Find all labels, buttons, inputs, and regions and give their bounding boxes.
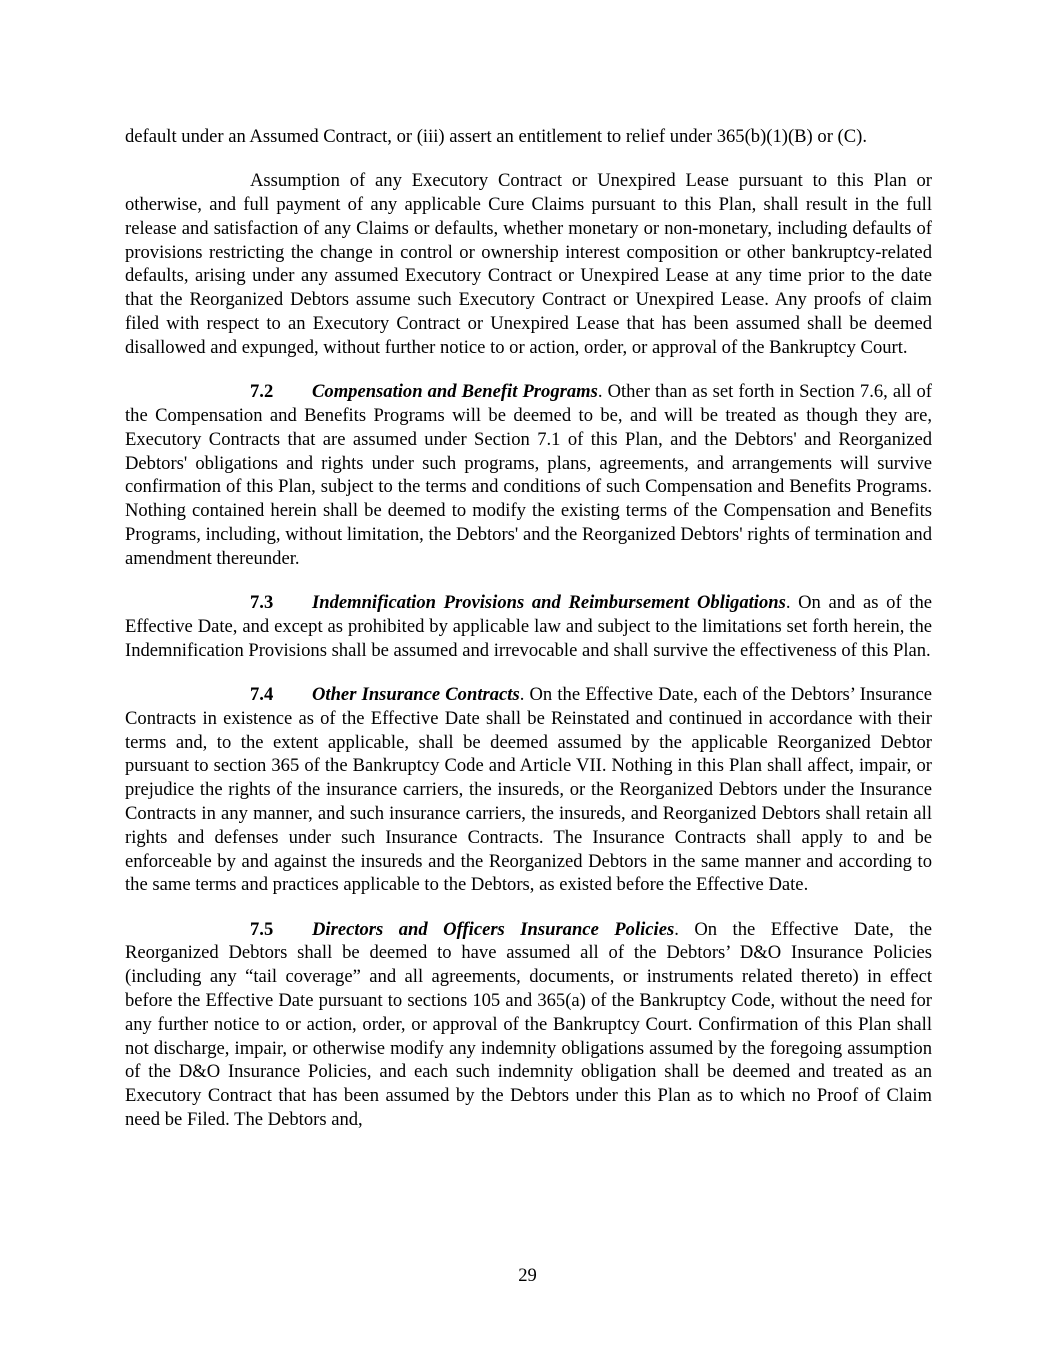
section-7-5 [125, 918, 932, 1132]
section-title: Directors and Officers Insurance Policies [312, 918, 675, 940]
document-page [125, 125, 932, 1152]
section-7-4 [125, 683, 932, 897]
section-7-2 [125, 380, 932, 570]
paragraph-continuation: default under an Assumed Contract, or (iii) assert an entitlement to relief under 365(b)(1)(B) or (C). [125, 126, 867, 147]
section-7-3 [125, 591, 932, 662]
section-body: . On and as of the Effective Date, and except as prohibited by applicable law and subject to the limitations set forth herein, the Indemnification Provisions shall be assumed and irrevocable and shall survive the effectiveness of this Plan. [125, 592, 933, 661]
section-number: 7.5 [250, 918, 274, 940]
section-number: 7.3 [250, 592, 274, 614]
section-title: Indemnification Provisions and Reimbursement Obligations [312, 592, 786, 614]
page-number: 29 [518, 1265, 537, 1286]
section-body: . On the Effective Date, the Reorganized Debtors shall be deemed to have assumed all of the Debtors’ D&O Insurance Policies (including any “tail coverage” and all agreements, documents, or instruments related thereto) in effect before the Effective Date pursuant to sections 105 and 365(a) of the Bankruptcy Code, without the need for any further notice to or action, order, or approval of the Bankruptcy Court. Confirmation of this Plan shall not discharge, impair, or otherwise modify any indemnity obligations assumed by the foregoing assumption of the D&O Insurance Policies, and each such indemnity obligation shall be deemed and treated as an Executory Contract that has been assumed by the Debtors under this Plan as to which no Proof of Claim need be Filed. The Debtors and, [125, 918, 932, 1130]
section-number: 7.2 [250, 381, 274, 403]
paragraph-assumption: Assumption of any Executory Contract or Unexpired Lease pursuant to this Plan or otherwise, and full payment of any applicable Cure Claims pursuant to this Plan, shall result in the full release and satisfaction of any Claims or defaults, whether monetary or non-monetary, including defaults of provisions restricting the change in control or ownership interest composition or other bankruptcy-related defaults, arising under any assumed Executory Contract or Unexpired Lease at any time prior to the date that the Reorganized Debtors assume such Executory Contract or Unexpired Lease. Any proofs of claim filed with respect to an Executory Contract or Unexpired Lease that has been assumed shall be deemed disallowed and expunged, without further notice to or action, order, or approval of the Bankruptcy Court. [125, 170, 932, 358]
section-title: Other Insurance Contracts [312, 683, 520, 705]
section-title: Compensation and Benefit Programs [312, 381, 598, 403]
section-body: . On the Effective Date, each of the Debtors’ Insurance Contracts in existence as of the Effective Date shall be Reinstated and continued in accordance with their terms and, to the extent applicable, shall be deemed assumed by the applicable Reorganized Debtor pursuant to section 365 of the Bankruptcy Code and Article VII. Nothing in this Plan shall affect, impair, or prejudice the rights of the insurance carriers, the insureds, or the Reorganized Debtors under the Insurance Contracts in any manner, and such insurance carriers, the insureds, and Reorganized Debtors shall retain all rights and defenses under such Insurance Contracts. The Insurance Contracts shall apply to and be enforceable by and against the insureds and the Reorganized Debtors in the same manner and according to the same terms and practices applicable to the Debtors, as existed before the Effective Date. [125, 683, 932, 896]
section-number: 7.4 [250, 683, 274, 705]
section-body: . Other than as set forth in Section 7.6, all of the Compensation and Benefits Programs will be deemed to be, and will be treated as though they are, Executory Contracts that are assumed under Section 7.1 of this Plan, and the Debtors' and Reorganized Debtors' obligations and rights under such programs, plans, agreements, and arrangements will survive confirmation of this Plan, subject to the terms and conditions of such Compensation and Benefits Programs. Nothing contained herein shall be deemed to modify the existing terms of the Compensation and Benefits Programs, including, without limitation, the Debtors' and the Reorganized Debtors' rights of termination and amendment thereunder. [125, 381, 932, 569]
